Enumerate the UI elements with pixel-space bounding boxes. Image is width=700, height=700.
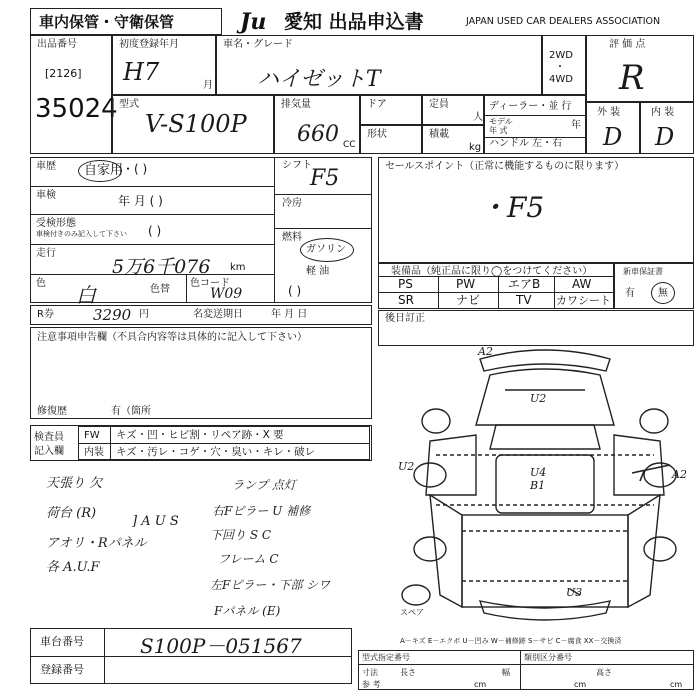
dealer-cell [484,95,586,154]
equip-ps: PS [398,277,413,291]
color-label: 色 [36,278,46,289]
handle-label: ハンドル 左・右 [489,138,563,149]
front-left-wheel [414,463,446,487]
equip-leather: カワシート [556,294,611,307]
load-label: 積載 [429,129,449,140]
note-under: 下回り S C [210,528,272,542]
notes-label: 注意事項申告欄（不具合内容等は具体的に記入して下さい） [37,332,307,343]
equip-pw: PW [456,277,476,291]
fuel-gasoline: ガソリン [306,244,346,255]
displacement-unit: CC [343,140,356,150]
repair-history-value: 有（箇所 [111,406,151,417]
color-code-label: 色コード [190,278,230,289]
height-unit: cm [670,680,683,689]
recycle-frame [30,305,372,325]
equip-aw: AW [572,277,592,291]
deadline-label: 名変送期日 [193,309,243,320]
ref-label: 参 考 [362,680,381,689]
seats-cell [422,95,484,125]
seats-label: 定員 [429,99,449,110]
note-panels: アオリ・Rパネル [46,536,147,551]
car-name-label: 車名・グレード [223,39,293,50]
drive-2wd: 2WD [549,50,573,61]
windshield [490,425,600,449]
load-cell [422,125,484,154]
seats-unit: 人 [473,112,483,123]
drive-4wd: 4WD [549,74,573,85]
warranty-no: 無 [658,288,668,299]
fuel-label: 燃料 [282,232,302,243]
model-value: V-S100P [145,110,247,138]
recycle-label: R券 [37,309,54,320]
first-reg-label: 初度登録年月 [119,39,179,50]
height-label: 高さ [596,668,612,677]
damage-legend: A－キズ E－エクボ U－凹み W－補修跡 S－サビ C－腐食 XX－交換済 [400,637,622,645]
spare-label: スペア [400,608,424,617]
chassis-label: 車台番号 [40,635,84,648]
warranty-frame [614,263,694,309]
equip-navi: ナビ [456,293,481,307]
color-code-value: W09 [210,286,243,302]
inspector-label: 検査員 記入欄 [34,432,64,457]
length-unit: cm [474,680,487,689]
shaken-value: 年 月 ( ) [118,194,163,208]
rear-bumper [480,601,610,620]
exterior-label: 外 装 [597,107,621,118]
width-label: 幅 [502,668,510,677]
rear-left-wheel [414,537,446,561]
first-reg-cell [112,35,216,95]
load-unit: kg [469,142,482,153]
warranty-yes: 有 [625,288,635,299]
history-label: 車歴 [36,161,56,172]
fw-label: FW [84,430,100,441]
left-mirror [422,409,450,433]
mileage-value: 5万6千076 [112,256,211,278]
exterior-value: D [603,123,623,151]
displacement-label: 排気量 [281,99,311,110]
door-cell [360,95,422,125]
dims-label: 寸法 [362,668,378,677]
lot-number-cell [30,35,118,154]
type-desig-label: 型式指定番号 [362,653,410,662]
mark-left-side: U2 [398,460,415,473]
recycle-unit: 円 [139,309,149,320]
chassis-value: S100P－051567 [140,634,302,658]
mark-front-bumper: A2 [478,345,493,358]
exterior-cell [586,102,640,154]
model-year-label: モデル 年 式 [489,117,513,135]
equipment-label: 装備品（純正品に限り◯をつけてください） [391,266,593,277]
recv-paren: ( ) [148,224,162,238]
model-year-suffix: 年 [571,120,581,131]
interior-label: 内 装 [651,107,675,118]
shift-label: シフト [282,160,312,171]
color-value: 白 [76,283,96,307]
sales-point-value: ・F5 [479,191,545,224]
mark-rear: U3 [566,586,583,599]
sales-point-frame [378,157,694,263]
shape-label: 形状 [367,129,387,140]
mileage-label: 走行 [36,248,56,259]
rear-right-wheel [644,537,676,561]
spare-tire [402,585,430,605]
warranty-label: 新車保証書 [623,267,663,276]
form-title: 愛知 出品申込書 [284,11,424,33]
mileage-unit: km [230,262,246,273]
equip-sr: SR [398,293,414,307]
note-each: 各 A.U.F [46,560,100,575]
recv-sub: 車検付きのみ記入して下さい [36,230,127,238]
interior-inspect-items: キズ・汚レ・コゲ・穴・臭い・キレ・破レ [116,446,316,458]
model-label: 型式 [119,99,139,110]
sales-point-label: セールスポイント（正常に機能するものに限ります） [385,161,625,172]
cargo-bed [462,515,628,607]
notes-frame [30,327,372,419]
note-headliner: 天張り 欠 [46,476,103,491]
first-reg-value: H7 [123,58,160,86]
history-value: 自家用 [84,163,124,178]
recycle-value: 3290 [93,306,132,324]
width-unit: cm [574,680,587,689]
front-bumper [480,350,610,371]
color-switch: 色替 [150,284,170,295]
note-fpanel: Fパネル (E) [214,604,281,618]
ju-logo [240,9,284,33]
model-cell [112,95,274,154]
fuel-diesel: 軽 油 [306,266,330,277]
aircon-label: 冷房 [282,198,302,209]
note-lamp: ランプ 点灯 [232,478,296,492]
deadline-value: 年 月 日 [271,309,308,320]
after-correction-label: 後日訂正 [385,313,425,324]
mark-right-side: A2 [672,468,687,481]
car-name-value: ハイゼットT [257,67,381,92]
drive-cell [542,35,586,95]
note-frame: フレーム C [218,552,279,566]
door-label: ドア [367,99,387,110]
storage-label: 車内保管・守衛保管 [39,13,175,31]
right-mirror [640,409,668,433]
left-door [426,435,476,495]
repair-history-label: 修復歴 [37,406,67,417]
displacement-value: 660 [297,122,339,147]
fuel-paren: ( ) [288,284,302,298]
right-door [614,435,664,495]
grade-label: 評 価 点 [609,39,646,50]
lot-number-sub: [2126] [45,67,82,80]
lot-number-label: 出品番号 [37,39,77,50]
shift-value: F5 [310,166,340,191]
equip-tv: TV [516,293,532,307]
history-paren: ・( ) [122,162,148,176]
shape-cell [360,125,422,154]
dealer-label: ディーラー・並 行 [489,101,572,112]
interior-inspect-label: 内装 [84,447,104,458]
mark-center: U4 B1 [530,466,547,492]
mark-cab-top: U2 [530,392,547,405]
equip-airbag: エアB [508,277,541,291]
length-label: 長さ [400,668,416,677]
note-aus: ] A U S [132,514,179,529]
recv-label: 受検形態 [36,218,76,229]
storage-tab [30,8,222,35]
note-left-pillar: 左Fピラー・下部 シワ [210,578,331,592]
drive-sep: ・ [555,62,565,73]
displacement-cell [274,95,360,154]
shaken-label: 車検 [36,190,56,201]
first-reg-month: 月 [203,80,213,91]
reg-label: 登録番号 [40,663,84,676]
grade-value: R [619,58,645,98]
note-pillar: 右Fピラー U 補修 [212,504,311,518]
lot-number-value: 35024 [35,94,118,124]
grade-cell [586,35,694,102]
interior-cell [640,102,694,154]
category-label: 類別区分番号 [524,653,572,662]
ju-logo-mark: Ju [240,9,267,35]
association-name: JAPAN USED CAR DEALERS ASSOCIATION [466,16,661,27]
after-correction-frame [378,310,694,346]
car-name-cell [216,35,542,95]
note-bed: 荷台 (R) [46,506,97,521]
fw-items: キズ・凹・ヒビ割・リペア跡・X 要 [116,429,284,441]
interior-value: D [655,123,675,151]
